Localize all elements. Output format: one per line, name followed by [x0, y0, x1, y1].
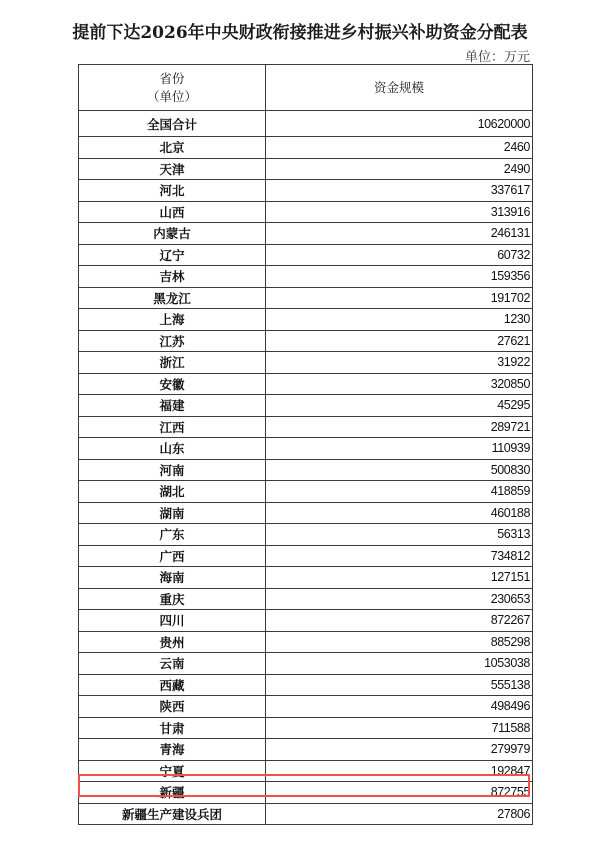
amount-cell: 246131: [266, 223, 533, 245]
total-amount: 10620000: [266, 111, 533, 137]
table-row: [79, 631, 533, 653]
province-cell: 山西: [79, 201, 266, 223]
amount-cell: 31922: [266, 352, 533, 374]
province-cell: 甘肃: [79, 717, 266, 739]
amount-cell: 500830: [266, 459, 533, 481]
amount-cell: 279979: [266, 739, 533, 761]
amount-cell: 734812: [266, 545, 533, 567]
amount-cell: 1230: [266, 309, 533, 331]
amount-cell: 872755: [266, 782, 533, 804]
province-cell: 黑龙江: [79, 287, 266, 309]
amount-cell: 110939: [266, 438, 533, 460]
province-cell: 新疆: [79, 782, 266, 804]
province-cell: 辽宁: [79, 244, 266, 266]
table-row: [79, 287, 533, 309]
table-row: [79, 266, 533, 288]
province-cell: 重庆: [79, 588, 266, 610]
table-row: [79, 330, 533, 352]
province-cell: 浙江: [79, 352, 266, 374]
amount-cell: 320850: [266, 373, 533, 395]
table-row: [79, 524, 533, 546]
province-cell: 北京: [79, 137, 266, 159]
province-cell: 广东: [79, 524, 266, 546]
table-row: [79, 438, 533, 460]
header-row: [79, 65, 533, 111]
province-column-header: [79, 65, 266, 111]
province-header-line2: （单位）: [146, 88, 197, 104]
province-cell: 云南: [79, 653, 266, 675]
table-row: [79, 545, 533, 567]
province-cell: 上海: [79, 309, 266, 331]
amount-cell: 885298: [266, 631, 533, 653]
amount-cell: 2490: [266, 158, 533, 180]
table-row: [79, 803, 533, 825]
table-row: [79, 739, 533, 761]
allocation-table: [78, 64, 533, 825]
province-cell: 青海: [79, 739, 266, 761]
province-cell: 新疆生产建设兵团: [79, 803, 266, 825]
province-cell: 江西: [79, 416, 266, 438]
amount-cell: 555138: [266, 674, 533, 696]
table-row: [79, 395, 533, 417]
table-row: [79, 717, 533, 739]
province-cell: 福建: [79, 395, 266, 417]
table-row: [79, 309, 533, 331]
amount-cell: 1053038: [266, 653, 533, 675]
province-cell: 湖北: [79, 481, 266, 503]
table-row: [79, 137, 533, 159]
province-cell: 天津: [79, 158, 266, 180]
table-row: [79, 760, 533, 782]
amount-cell: 498496: [266, 696, 533, 718]
amount-cell: 289721: [266, 416, 533, 438]
province-cell: 河北: [79, 180, 266, 202]
table-row: [79, 459, 533, 481]
table-row: [79, 610, 533, 632]
province-cell: 宁夏: [79, 760, 266, 782]
amount-cell: 56313: [266, 524, 533, 546]
amount-cell: 337617: [266, 180, 533, 202]
amount-cell: 127151: [266, 567, 533, 589]
table-row: [79, 158, 533, 180]
amount-cell: 418859: [266, 481, 533, 503]
table-row: [79, 674, 533, 696]
total-row: [79, 111, 533, 137]
amount-cell: 230653: [266, 588, 533, 610]
amount-cell: 460188: [266, 502, 533, 524]
amount-cell: 313916: [266, 201, 533, 223]
province-cell: 陕西: [79, 696, 266, 718]
unit-label: 单位：万元: [464, 50, 530, 65]
amount-cell: 191702: [266, 287, 533, 309]
table-row: [79, 201, 533, 223]
total-label: 全国合计: [79, 111, 266, 137]
table-row: [79, 502, 533, 524]
table-row: [79, 352, 533, 374]
document-title: 提前下达2026年中央财政衔接推进乡村振兴补助资金分配表: [72, 23, 528, 43]
table-row: [79, 416, 533, 438]
province-cell: 湖南: [79, 502, 266, 524]
table-row: [79, 373, 533, 395]
province-cell: 西藏: [79, 674, 266, 696]
table-row: [79, 481, 533, 503]
amount-cell: 60732: [266, 244, 533, 266]
table-row: [79, 567, 533, 589]
province-cell: 安徽: [79, 373, 266, 395]
province-cell: 广西: [79, 545, 266, 567]
amount-cell: 711588: [266, 717, 533, 739]
table-row: [79, 588, 533, 610]
province-cell: 内蒙古: [79, 223, 266, 245]
amount-cell: 2460: [266, 137, 533, 159]
table-row: [79, 180, 533, 202]
amount-column-header: 资金规模: [266, 65, 533, 111]
table-row: [79, 653, 533, 675]
province-cell: 四川: [79, 610, 266, 632]
amount-cell: 45295: [266, 395, 533, 417]
amount-cell: 27621: [266, 330, 533, 352]
province-cell: 贵州: [79, 631, 266, 653]
province-header-line1: 省份: [159, 70, 185, 86]
amount-cell: 192847: [266, 760, 533, 782]
province-cell: 江苏: [79, 330, 266, 352]
amount-cell: 27806: [266, 803, 533, 825]
table-row: [79, 223, 533, 245]
amount-cell: 159356: [266, 266, 533, 288]
province-cell: 海南: [79, 567, 266, 589]
table-row: [79, 244, 533, 266]
province-cell: 吉林: [79, 266, 266, 288]
amount-cell: 872267: [266, 610, 533, 632]
province-cell: 河南: [79, 459, 266, 481]
table-row: [79, 696, 533, 718]
table-row: [79, 782, 533, 804]
province-cell: 山东: [79, 438, 266, 460]
